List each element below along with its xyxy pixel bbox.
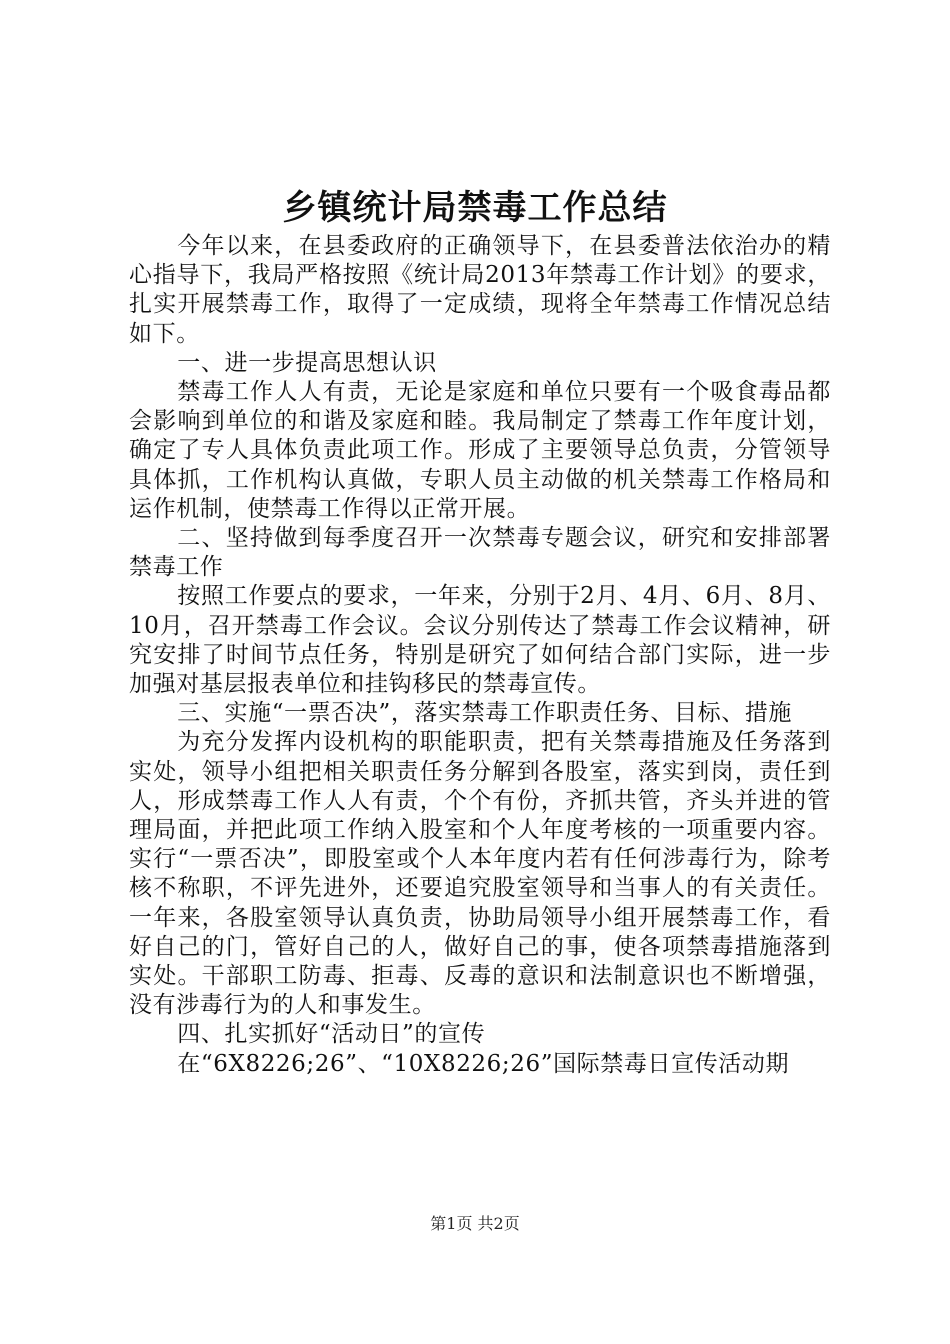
paragraph-section-4: 在“6X8226;26”、“10X8226;26”国际禁毒日宣传活动期 [177, 1050, 790, 1077]
paragraph-section-2: 按照工作要点的要求，一年来，分别于2月、4月、6月、8月、10月，召开禁毒工作会议。会议分别传达了禁毒工作会议精神，研究安排了时间节点任务，特别是研究了如何结合部门实际，进一步加强对基层报表单位和挂钩移民的禁毒宣传。 [129, 583, 831, 698]
paragraph-section-1: 禁毒工作人人有责，无论是家庭和单位只要有一个吸食毒品都会影响到单位的和谐及家庭和睦。我局制定了禁毒工作年度计划，确定了专人具体负责此项工作。形成了主要领导总负责，分管领导具体抓，工作机构认真做，专职人员主动做的机关禁毒工作格局和运作机制，使禁毒工作得以正常开展。 [129, 379, 831, 522]
section-heading-1: 一、进一步提高思想认识 [177, 349, 437, 376]
paragraph-intro: 今年以来，在县委政府的正确领导下，在县委普法依治办的精心指导下，我局严格按照《统计局2013年禁毒工作计划》的要求，扎实开展禁毒工作，取得了一定成绩，现将全年禁毒工作情况总结如下。 [129, 233, 831, 347]
document-body [129, 232, 831, 1079]
document-title: 乡镇统计局禁毒工作总结 [282, 188, 668, 228]
section-heading-4: 四、扎实抓好“活动日”的宣传 [177, 1021, 486, 1048]
paragraph-section-3: 为充分发挥内设机构的职能职责，把有关禁毒措施及任务落到实处，领导小组把相关职责任务分解到各股室，落实到岗，责任到人，形成禁毒工作人人有责，个个有份，齐抓共管，齐头并进的管理局面，并把此项工作纳入股室和个人年度考核的一项重要内容。实行“一票否决”，即股室或个人本年度内若有任何涉毒行为，除考核不称职，不评先进外，还要追究股室领导和当事人的有关责任。一年来，各股室领导认真负责，协助局领导小组开展禁毒工作，看好自己的门，管好自己的人，做好自己的事，使各项禁毒措施落到实处。干部职工防毒、拒毒、反毒的意识和法制意识也不断增强，没有涉毒行为的人和事发生。 [129, 729, 831, 1019]
page-indicator: 第1页 共2页 [430, 1214, 520, 1233]
section-heading-2: 二、坚持做到每季度召开一次禁毒专题会议，研究和安排部署禁毒工作 [129, 525, 831, 581]
section-heading-3: 三、实施“一票否决”，落实禁毒工作职责任务、目标、措施 [177, 700, 793, 727]
